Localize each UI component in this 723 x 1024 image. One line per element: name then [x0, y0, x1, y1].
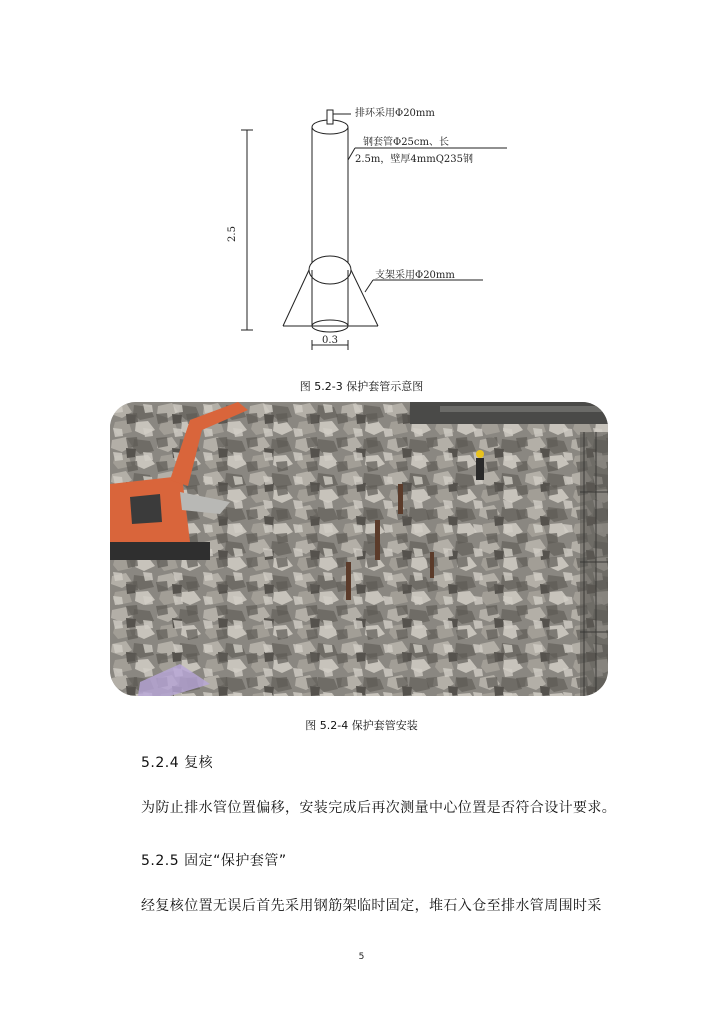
section-paragraph-525: 经复核位置无误后首先采用钢筋架临时固定，堆石入仓至排水管周围时采	[141, 898, 602, 914]
section-heading-525: 5.2.5 固定“保护套管”	[141, 853, 287, 869]
figure-caption-1: 图 5.2-3 保护套管示意图	[299, 380, 424, 393]
page-number: 5	[358, 952, 365, 962]
pipe-label-line2: 2.5m，壁厚4mmQ235钢	[355, 154, 473, 165]
protective-casing-diagram	[215, 100, 515, 360]
height-label: 2.5	[227, 226, 238, 242]
width-label: 0.3	[322, 335, 338, 346]
section-heading-524: 5.2.4 复核	[141, 755, 214, 771]
figure-caption-2: 图 5.2-4 保护套管安装	[305, 719, 418, 732]
pipe-label-line1: 钢套管Φ25cm、长	[363, 137, 450, 148]
section-paragraph-524: 为防止排水管位置偏移，安装完成后再次测量中心位置是否符合设计要求。	[141, 800, 617, 816]
top-label: 排环采用Φ20mm	[355, 108, 435, 119]
worker	[476, 450, 484, 480]
support-label: 支架采用Φ20mm	[375, 270, 455, 281]
rock-fill-scene	[110, 402, 608, 696]
installation-photo	[110, 402, 608, 696]
